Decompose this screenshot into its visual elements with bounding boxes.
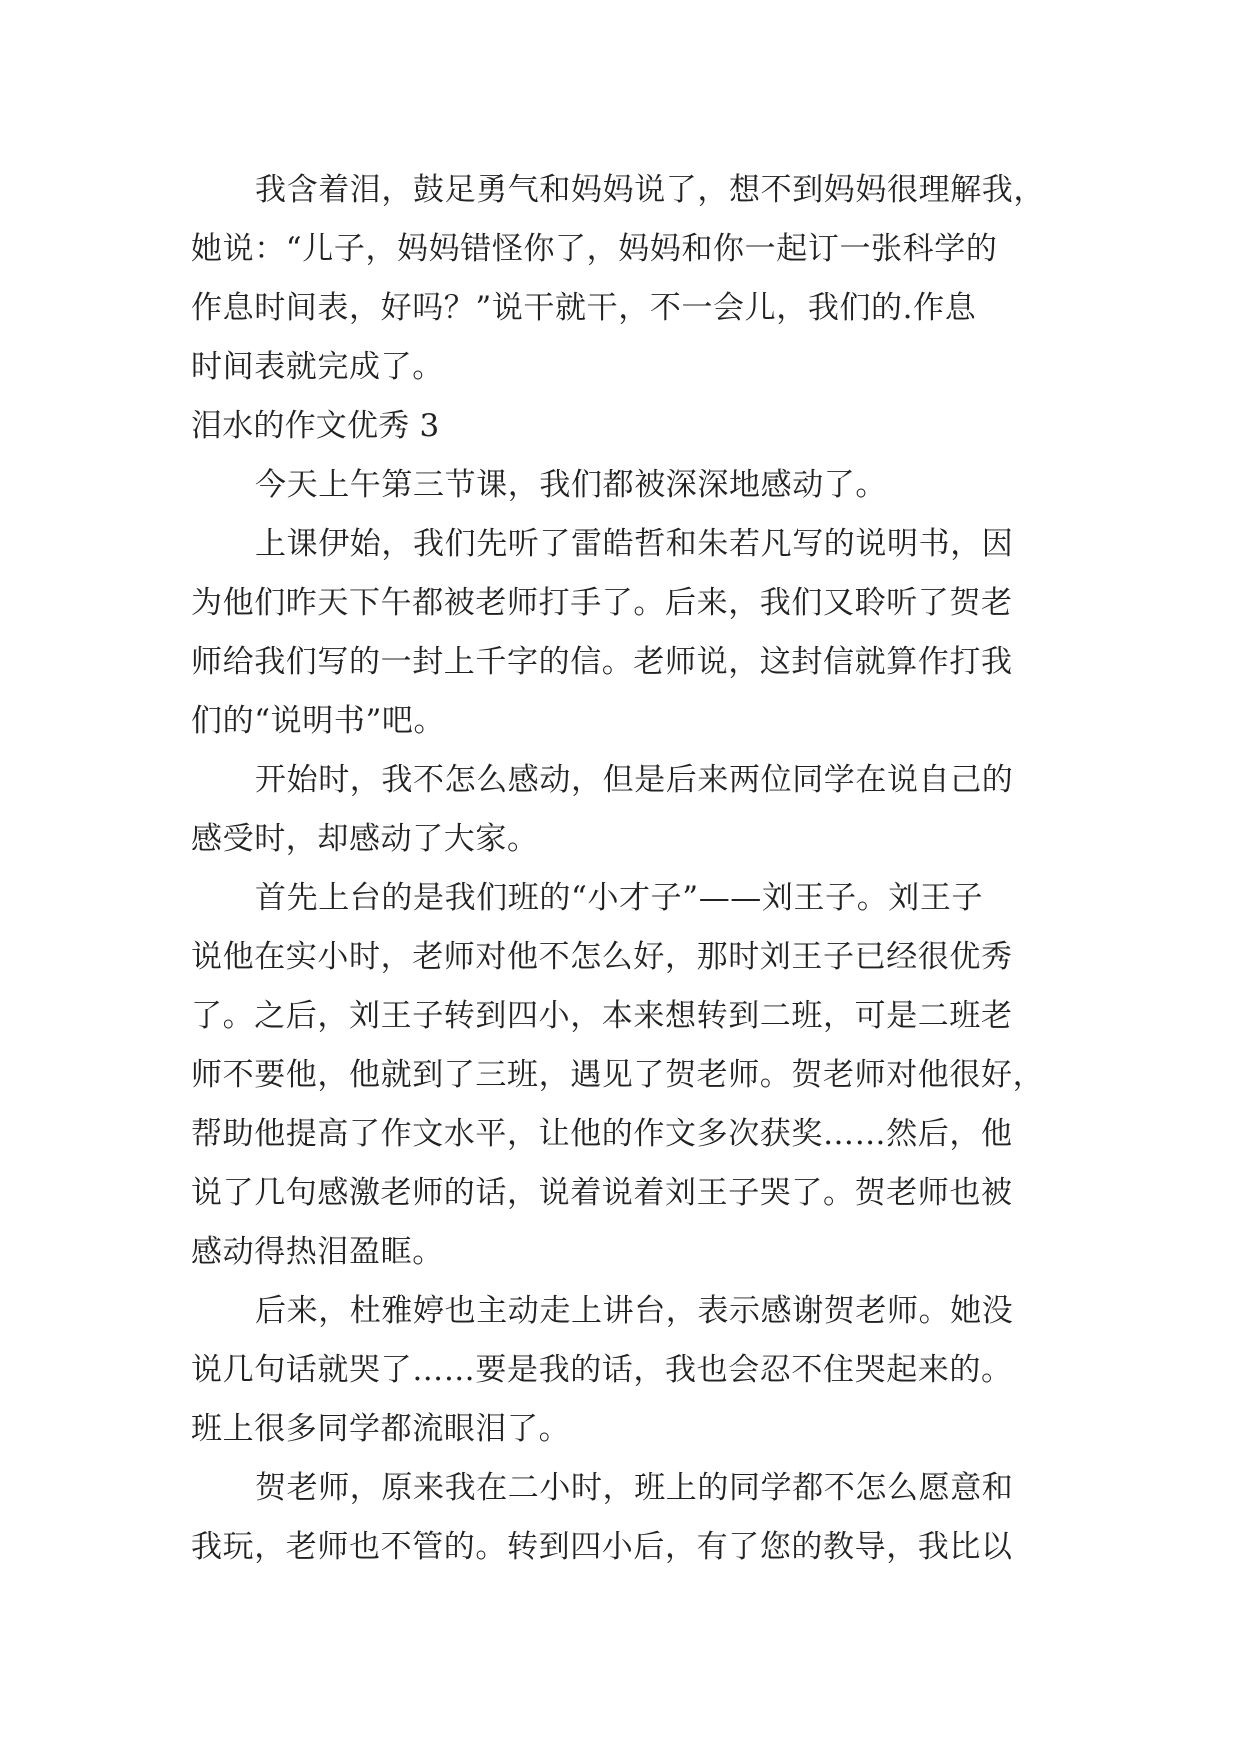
paragraph-line: 感动得热泪盈眶。 (191, 1234, 444, 1270)
paragraph-line: 师不要他，他就到了三班，遇见了贺老师。贺老师对他很好， (191, 1057, 1045, 1093)
document-body (191, 161, 1051, 1577)
paragraph-line: 班上很多同学都流眼泪了。 (191, 1411, 571, 1447)
paragraph-line: 作息时间表，好吗？”说干就干，不一会儿，我们的.作息 (191, 290, 977, 326)
paragraph-line: 们的“说明书”吧。 (191, 703, 446, 739)
paragraph-line: 后来，杜雅婷也主动走上讲台，表示感谢贺老师。她没 (255, 1293, 1014, 1329)
paragraph-line: 帮助他提高了作文水平，让他的作文多次获奖……然后，他 (191, 1116, 1013, 1152)
paragraph-line: 说他在实小时，老师对他不怎么好，那时刘王子已经很优秀 (191, 939, 1013, 975)
section-heading: 泪水的作文优秀 3 (191, 408, 440, 444)
paragraph-line: 上课伊始，我们先听了雷皓哲和朱若凡写的说明书，因 (255, 526, 1014, 562)
paragraph-line: 她说：“儿子，妈妈错怪你了，妈妈和你一起订一张科学的 (191, 231, 998, 267)
paragraph-line: 开始时，我不怎么感动，但是后来两位同学在说自己的 (255, 762, 1014, 798)
paragraph-line: 今天上午第三节课，我们都被深深地感动了。 (255, 467, 887, 503)
paragraph-line: 时间表就完成了。 (191, 349, 444, 385)
paragraph-line: 贺老师，原来我在二小时，班上的同学都不怎么愿意和 (255, 1470, 1014, 1506)
paragraph-line: 感受时，却感动了大家。 (191, 821, 539, 857)
paragraph-line: 我玩，老师也不管的。转到四小后，有了您的教导，我比以 (191, 1529, 1013, 1565)
paragraph-line: 说了几句感激老师的话，说着说着刘王子哭了。贺老师也被 (191, 1175, 1013, 1211)
paragraph-line: 首先上台的是我们班的“小才子”——刘王子。刘王子 (255, 880, 984, 916)
paragraph-line: 为他们昨天下午都被老师打手了。后来，我们又聆听了贺老 (191, 585, 1013, 621)
paragraph-line: 我含着泪，鼓足勇气和妈妈说了，想不到妈妈很理解我， (255, 172, 1045, 208)
paragraph-line: 说几句话就哭了……要是我的话，我也会忍不住哭起来的。 (191, 1352, 1013, 1388)
paragraph-line: 了。之后，刘王子转到四小，本来想转到二班，可是二班老 (191, 998, 1013, 1034)
paragraph-line: 师给我们写的一封上千字的信。老师说，这封信就算作打我 (191, 644, 1013, 680)
